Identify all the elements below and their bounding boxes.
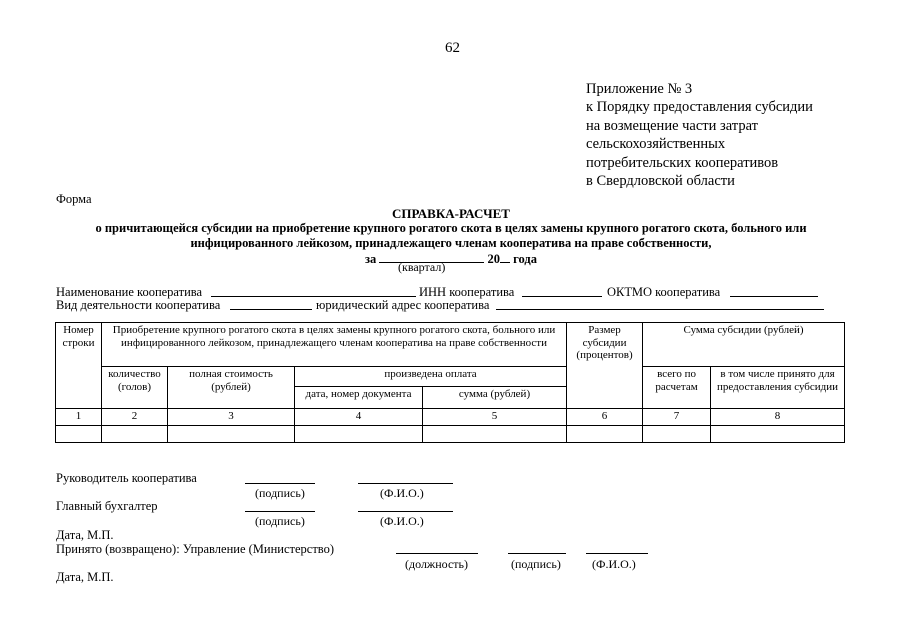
col-number-5: 5 bbox=[423, 409, 567, 426]
year-blank[interactable] bbox=[500, 251, 510, 263]
form-label: Форма bbox=[56, 192, 92, 206]
year-suffix: года bbox=[513, 252, 537, 266]
page-number: 62 bbox=[445, 40, 460, 56]
appendix-line: на возмещение части затрат bbox=[586, 117, 758, 134]
table-cell[interactable] bbox=[423, 426, 567, 443]
col-number-2: 2 bbox=[102, 409, 168, 426]
col-number-6: 6 bbox=[567, 409, 643, 426]
head-name-caption: (Ф.И.О.) bbox=[380, 486, 424, 500]
activity-field[interactable] bbox=[230, 298, 312, 310]
appendix-line: к Порядку предоставления субсидии bbox=[586, 99, 813, 116]
position-caption: (должность) bbox=[405, 557, 468, 571]
table-cell[interactable] bbox=[711, 426, 845, 443]
head-name-line[interactable] bbox=[358, 483, 453, 484]
table-cell[interactable] bbox=[295, 426, 423, 443]
table-cell[interactable] bbox=[102, 426, 168, 443]
accepted-signature-caption: (подпись) bbox=[511, 557, 561, 571]
calculation-table bbox=[55, 322, 845, 443]
table-cell[interactable] bbox=[567, 426, 643, 443]
accepted-signature-line[interactable] bbox=[508, 553, 566, 554]
accountant-name-caption: (Ф.И.О.) bbox=[380, 514, 424, 528]
year-prefix: 20 bbox=[487, 252, 501, 266]
title-line-2: инфицированного лейкозом, принадлежащего членам кооператива на праве собственности, bbox=[190, 236, 712, 250]
appendix-note bbox=[586, 80, 813, 190]
header-date-doc: дата, номер документа bbox=[295, 387, 423, 409]
quarter-caption: (квартал) bbox=[398, 260, 446, 274]
accountant-name-line[interactable] bbox=[358, 511, 453, 512]
legal-address-label: юридический адрес кооператива bbox=[316, 298, 490, 312]
appendix-line: потребительских кооперативов bbox=[586, 154, 779, 171]
accepted-name-caption: (Ф.И.О.) bbox=[592, 557, 636, 571]
accountant-signature-line[interactable] bbox=[245, 511, 315, 512]
appendix-line: в Свердловской области bbox=[586, 173, 735, 190]
date-mp-2: Дата, М.П. bbox=[56, 570, 114, 584]
date-mp-1: Дата, М.П. bbox=[56, 528, 114, 542]
col-number-3: 3 bbox=[168, 409, 295, 426]
table-cell[interactable] bbox=[643, 426, 711, 443]
header-sum: сумма (рублей) bbox=[423, 387, 567, 409]
head-signature-caption: (подпись) bbox=[255, 486, 305, 500]
table-cell[interactable] bbox=[168, 426, 295, 443]
header-accepted: в том числе принято для предоставления субсидии bbox=[711, 367, 845, 409]
header-row-number: Номер строки bbox=[56, 323, 102, 409]
header-payment-made: произведена оплата bbox=[295, 367, 567, 387]
oktmo-label: ОКТМО кооператива bbox=[607, 285, 721, 299]
document-title bbox=[56, 206, 846, 267]
chief-accountant-label: Главный бухгалтер bbox=[56, 499, 158, 513]
head-signature-line[interactable] bbox=[245, 483, 315, 484]
header-purchase: Приобретение крупного рогатого скота в целях замены крупного рогатого скота, больного или инфицированного лейкозом, принадлежащего членам кооператива на праве собственности bbox=[102, 323, 567, 367]
header-quantity: количество (голов) bbox=[102, 367, 168, 409]
title-line-1: о причитающейся субсидии на приобретение крупного рогатого скота в целях замены крупного рогатого скота, больного или bbox=[95, 221, 807, 235]
head-label: Руководитель кооператива bbox=[56, 471, 197, 485]
accepted-label: Принято (возвращено): Управление (Министерство) bbox=[56, 542, 335, 556]
col-number-4: 4 bbox=[295, 409, 423, 426]
period-line bbox=[56, 251, 846, 267]
table-cell[interactable] bbox=[56, 426, 102, 443]
col-number-1: 1 bbox=[56, 409, 102, 426]
header-subsidy-size: Размер субсидии (процентов) bbox=[567, 323, 643, 409]
accountant-signature-caption: (подпись) bbox=[255, 514, 305, 528]
header-subsidy-sum: Сумма субсидии (рублей) bbox=[643, 323, 845, 367]
inn-field[interactable] bbox=[522, 285, 602, 297]
col-number-8: 8 bbox=[711, 409, 845, 426]
header-full-cost: полная стоимость (рублей) bbox=[168, 367, 295, 409]
oktmo-field[interactable] bbox=[730, 285, 818, 297]
inn-label: ИНН кооператива bbox=[419, 285, 515, 299]
title-heading: СПРАВКА-РАСЧЕТ bbox=[392, 206, 510, 221]
table-row bbox=[56, 426, 845, 443]
activity-label: Вид деятельности кооператива bbox=[56, 298, 221, 312]
position-line[interactable] bbox=[396, 553, 478, 554]
appendix-line: сельскохозяйственных bbox=[586, 136, 726, 153]
header-total: всего по расчетам bbox=[643, 367, 711, 409]
coop-name-field[interactable] bbox=[211, 285, 416, 297]
col-number-7: 7 bbox=[643, 409, 711, 426]
appendix-line: Приложение № 3 bbox=[586, 81, 693, 97]
legal-address-field[interactable] bbox=[496, 298, 824, 310]
accepted-name-line[interactable] bbox=[586, 553, 648, 554]
coop-name-label: Наименование кооператива bbox=[56, 285, 203, 299]
period-for: за bbox=[365, 252, 377, 266]
